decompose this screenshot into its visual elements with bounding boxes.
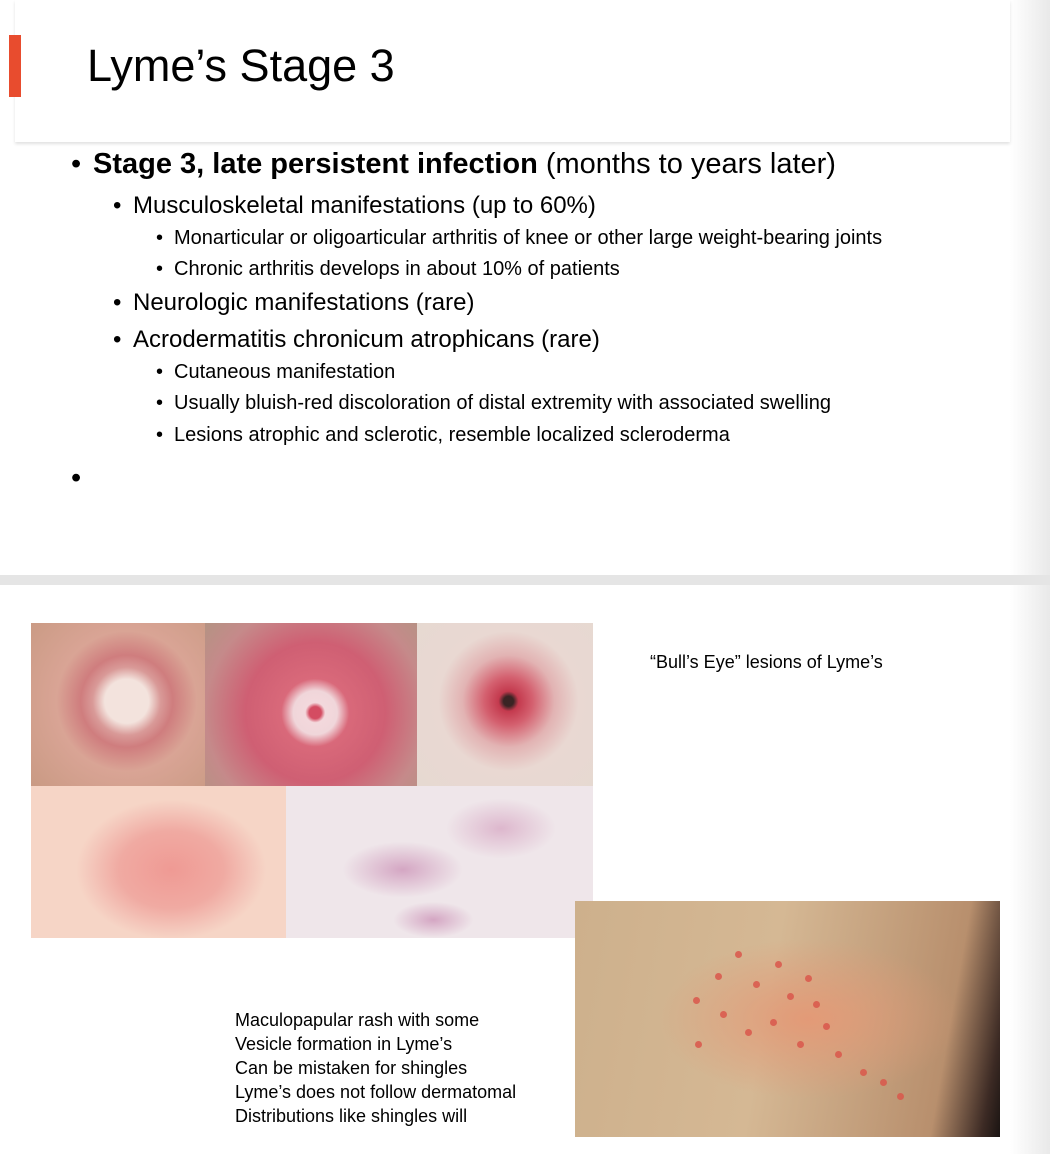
- lesion-photo-1: [31, 623, 205, 786]
- rash-caption-line: Can be mistaken for shingles: [235, 1058, 468, 1078]
- bullet-dot: •: [156, 424, 164, 446]
- bullet-text: Chronic arthritis develops in about 10% of patients: [174, 258, 620, 280]
- rash-spot: [745, 1029, 752, 1036]
- bullet-dot: •: [71, 462, 82, 494]
- bullet-lesions: [156, 424, 730, 447]
- rash-spot: [775, 961, 782, 968]
- bullet-dot: •: [113, 326, 122, 353]
- rash-spot: [693, 997, 700, 1004]
- bullet-chronic-arthritis: [156, 258, 620, 281]
- lesion-photo-3: [417, 623, 593, 786]
- bullet-text: Neurologic manifestations (rare): [133, 289, 475, 316]
- stage3-heading: Stage 3, late persistent infection: [93, 148, 538, 180]
- rash-spot: [880, 1079, 887, 1086]
- rash-spot: [805, 975, 812, 982]
- bulls-eye-lesions-image: [31, 623, 593, 938]
- rash-spot: [797, 1041, 804, 1048]
- rash-spot: [720, 1011, 727, 1018]
- rash-spot: [897, 1093, 904, 1100]
- bullet-musculoskeletal: [113, 192, 596, 220]
- rash-caption-line: Maculopapular rash with some: [235, 1010, 480, 1030]
- lesion-photo-4: [31, 786, 286, 938]
- rash-spot: [753, 981, 760, 988]
- bullet-text: Musculoskeletal manifestations (up to 60%): [133, 192, 596, 219]
- bullet-arthritis-joints: [156, 227, 883, 250]
- title-accent-bar: [9, 35, 21, 97]
- rash-caption-line: Distributions like shingles will: [235, 1106, 468, 1126]
- rash-caption-line: Vesicle formation in Lyme’s: [235, 1034, 453, 1054]
- slide-lyme-stage-3: [0, 0, 1010, 575]
- bullet-dot: •: [71, 148, 82, 180]
- bullet-dot: •: [156, 392, 164, 414]
- bullet-stage3: [71, 148, 836, 181]
- slide-divider: [0, 575, 1050, 585]
- slide-title: Lyme’s Stage 3: [87, 40, 395, 91]
- rash-caption: [235, 1008, 516, 1128]
- bullet-dot: •: [113, 192, 122, 219]
- bullet-cutaneous: [156, 361, 396, 384]
- lesion-photo-2: [205, 623, 417, 786]
- rash-spot: [735, 951, 742, 958]
- bullet-text: Usually bluish-red discoloration of distal extremity with associated swelling: [174, 392, 831, 414]
- lesion-photo-5: [286, 786, 593, 938]
- rash-caption-line: Lyme’s does not follow dermatomal: [235, 1082, 517, 1102]
- rash-spot: [770, 1019, 777, 1026]
- bullet-text: Monarticular or oligoarticular arthritis of knee or other large weight-bearing joints: [174, 227, 883, 249]
- rash-spot: [823, 1023, 830, 1030]
- rash-spot: [715, 973, 722, 980]
- bullet-dot: •: [156, 361, 164, 383]
- bullet-dot: •: [156, 258, 164, 280]
- bullet-text: Lesions atrophic and sclerotic, resemble localized scleroderma: [174, 424, 730, 446]
- rash-spot: [787, 993, 794, 1000]
- rash-spot: [860, 1069, 867, 1076]
- bullet-text: Cutaneous manifestation: [174, 361, 396, 383]
- maculopapular-rash-image: [575, 901, 1000, 1137]
- bulls-eye-caption: “Bull’s Eye” lesions of Lyme’s: [650, 652, 883, 672]
- title-bar: [15, 0, 1010, 142]
- bullet-discoloration: [156, 392, 831, 415]
- bullet-dot: •: [156, 227, 164, 249]
- stage3-timing: (months to years later): [537, 148, 836, 180]
- rash-spot: [813, 1001, 820, 1008]
- bullet-text: Acrodermatitis chronicum atrophicans (rare): [133, 326, 600, 353]
- rash-spot: [695, 1041, 702, 1048]
- bullet-neurologic: [113, 289, 475, 317]
- bullet-acrodermatitis: [113, 326, 600, 354]
- bullet-dot: •: [113, 289, 122, 316]
- rash-spot: [835, 1051, 842, 1058]
